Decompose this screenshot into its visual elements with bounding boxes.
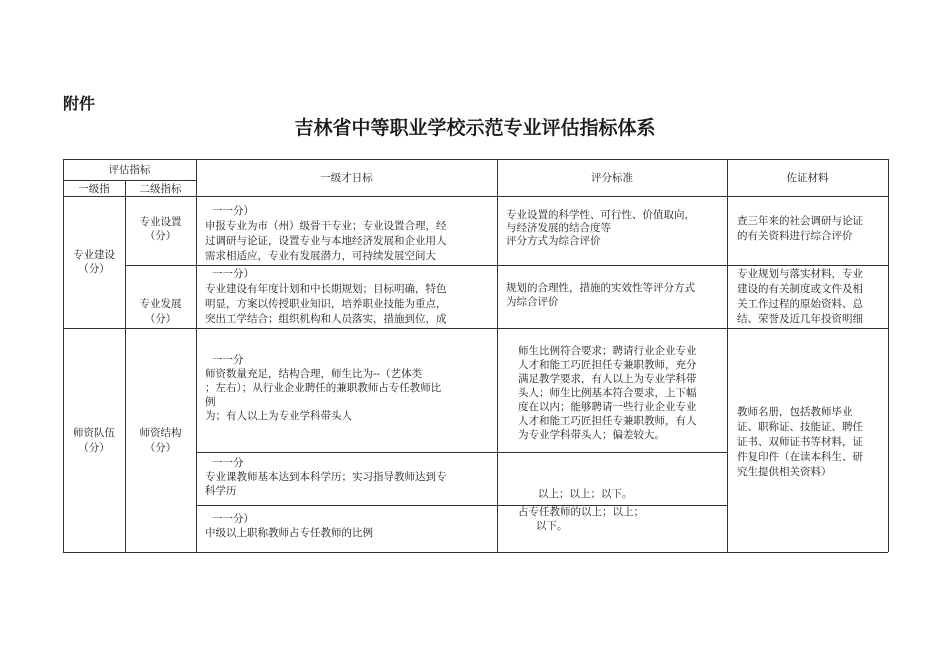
faculty-sub2-target-score: 一一分 <box>212 457 244 469</box>
header-level2: 二级指标 <box>139 183 182 195</box>
setup-target-line: 申报专业为市（州）级骨干专业；专业设置合理，经 <box>205 220 447 232</box>
dev-target-line: 明显，方案以传授职业知识，培养职业技能为重点， <box>205 298 447 310</box>
header-scoring: 评分标准 <box>591 172 633 184</box>
faculty-evidence-line: 究生提供相关资料） <box>737 466 832 478</box>
faculty-l2-name: 师资结构 <box>139 427 182 439</box>
dev-evidence-line: 结、荣誉及近几年投资明细 <box>737 313 863 325</box>
faculty-l2-score: （分） <box>144 442 177 454</box>
dev-scoring-line: 规划的合理性，措施的实效性等评分方式 <box>506 282 695 294</box>
dev-evidence-line: 专业规划与落实材料，专业 <box>737 268 863 280</box>
setup-target-line: 过调研与论证，设置专业与本地经济发展和企业用人 <box>205 235 447 247</box>
faculty-sub1-scoring-line: 师生比例符合要求；聘请行业企业专业 <box>518 345 697 357</box>
faculty-sub1-scoring-line: 人才和能工巧匠担任专兼职教师，充分 <box>518 359 697 371</box>
attachment-label: 附件 <box>63 94 96 113</box>
faculty-sub3-target-score: 一一分） <box>212 513 254 525</box>
faculty-sub1-scoring-line: 度在以内；能够聘请一些行业企业专业 <box>518 401 697 413</box>
dev-target-line: 专业建设有年度计划和中长期规划；目标明确，特色 <box>205 283 447 295</box>
faculty-sub1-scoring-line: 为专业学科带头人；偏差较大。 <box>518 429 665 441</box>
setup-scoring-line: 专业设置的科学性、可行性、价值取向， <box>506 209 695 221</box>
faculty-l1-name: 师资队伍 <box>73 427 115 439</box>
faculty-sub1-scoring-line: 人才和能工巧匠担任专兼职教师，有人 <box>518 415 697 427</box>
faculty-evidence-line: 证、职称证、技能证、聘任 <box>737 421 863 433</box>
setup-l2-name: 专业设置 <box>139 216 182 228</box>
faculty-sub3-scoring-line: 占专任教师的以上；以上； <box>518 506 644 518</box>
faculty-sub2-target-line: 科学历 <box>205 485 237 497</box>
faculty-sub1-scoring-line: 满足教学要求，有人以上为专业学科带 <box>518 373 697 385</box>
faculty-sub1-target-line: 为；有人以上为专业学科带头人 <box>205 410 352 422</box>
dev-l2-score: （分） <box>144 313 177 325</box>
setup-target-score: 一一分） <box>212 205 254 217</box>
faculty-sub2-scoring: 以上；以上；以下。 <box>538 488 633 500</box>
faculty-evidence-line: 教师名册，包括教师毕业 <box>737 406 853 418</box>
document-title: 吉林省中等职业学校示范专业评估指标体系 <box>294 117 656 139</box>
dev-evidence-line: 关工作过程的原始资料、总 <box>737 298 863 310</box>
faculty-sub1-target-score: 一一分 <box>212 354 244 366</box>
dev-target-score: 一一分） <box>212 268 254 280</box>
setup-scoring-line: 评分方式为综合评价 <box>506 235 601 247</box>
dev-target-line: 突出工学结合；组织机构和人员落实，措施到位，成 <box>205 313 447 325</box>
setup-l2-score: （分） <box>144 230 177 242</box>
header-level1-target: 一级才日标 <box>320 172 373 184</box>
faculty-sub1-target-line: ；左右）；从行业企业聘任的兼职教师占专任教师比 <box>205 382 442 394</box>
faculty-sub3-target-line: 中级以上职称教师占专任教师的比例 <box>205 527 373 539</box>
dev-l2-name: 专业发展 <box>139 298 182 310</box>
faculty-evidence-line: 件复印件（在读本科生、研 <box>737 451 863 463</box>
dev-evidence-line: 建设的有关制度或文件及相 <box>737 283 863 295</box>
faculty-l1-score: （分） <box>78 442 110 454</box>
faculty-sub1-target-line: 例 <box>205 396 216 408</box>
faculty-sub3-scoring-line: 以下。 <box>536 520 568 532</box>
faculty-sub1-scoring-line: 头人；师生比例基本符合要求，上下幅 <box>518 387 697 399</box>
faculty-evidence-line: 证书、双师证书等材料，证 <box>737 436 863 448</box>
header-eval-indicator: 评估指标 <box>108 164 151 176</box>
major-build-l1-score: （分） <box>78 263 110 275</box>
setup-evidence-line: 的有关资料进行综合评价 <box>737 230 853 242</box>
header-evidence: 佐证材料 <box>786 172 829 184</box>
setup-target-line: 需求相适应，专业有发展潜力，可持续发展空间大 <box>205 250 436 262</box>
setup-scoring-line: 与经济发展的结合度等 <box>506 222 611 234</box>
setup-evidence-line: 查三年来的社会调研与论证 <box>737 215 863 227</box>
faculty-sub1-target-line: 师资数量充足，结构合理，师生比为--（艺体类 <box>205 368 423 380</box>
major-build-l1-name: 专业建设 <box>73 249 115 261</box>
dev-scoring-line: 为综合评价 <box>506 296 559 308</box>
faculty-sub2-target-line: 专业课教师基本达到本科学历；实习指导教师达到专 <box>205 471 447 483</box>
header-level1: 一级指 <box>78 183 110 195</box>
